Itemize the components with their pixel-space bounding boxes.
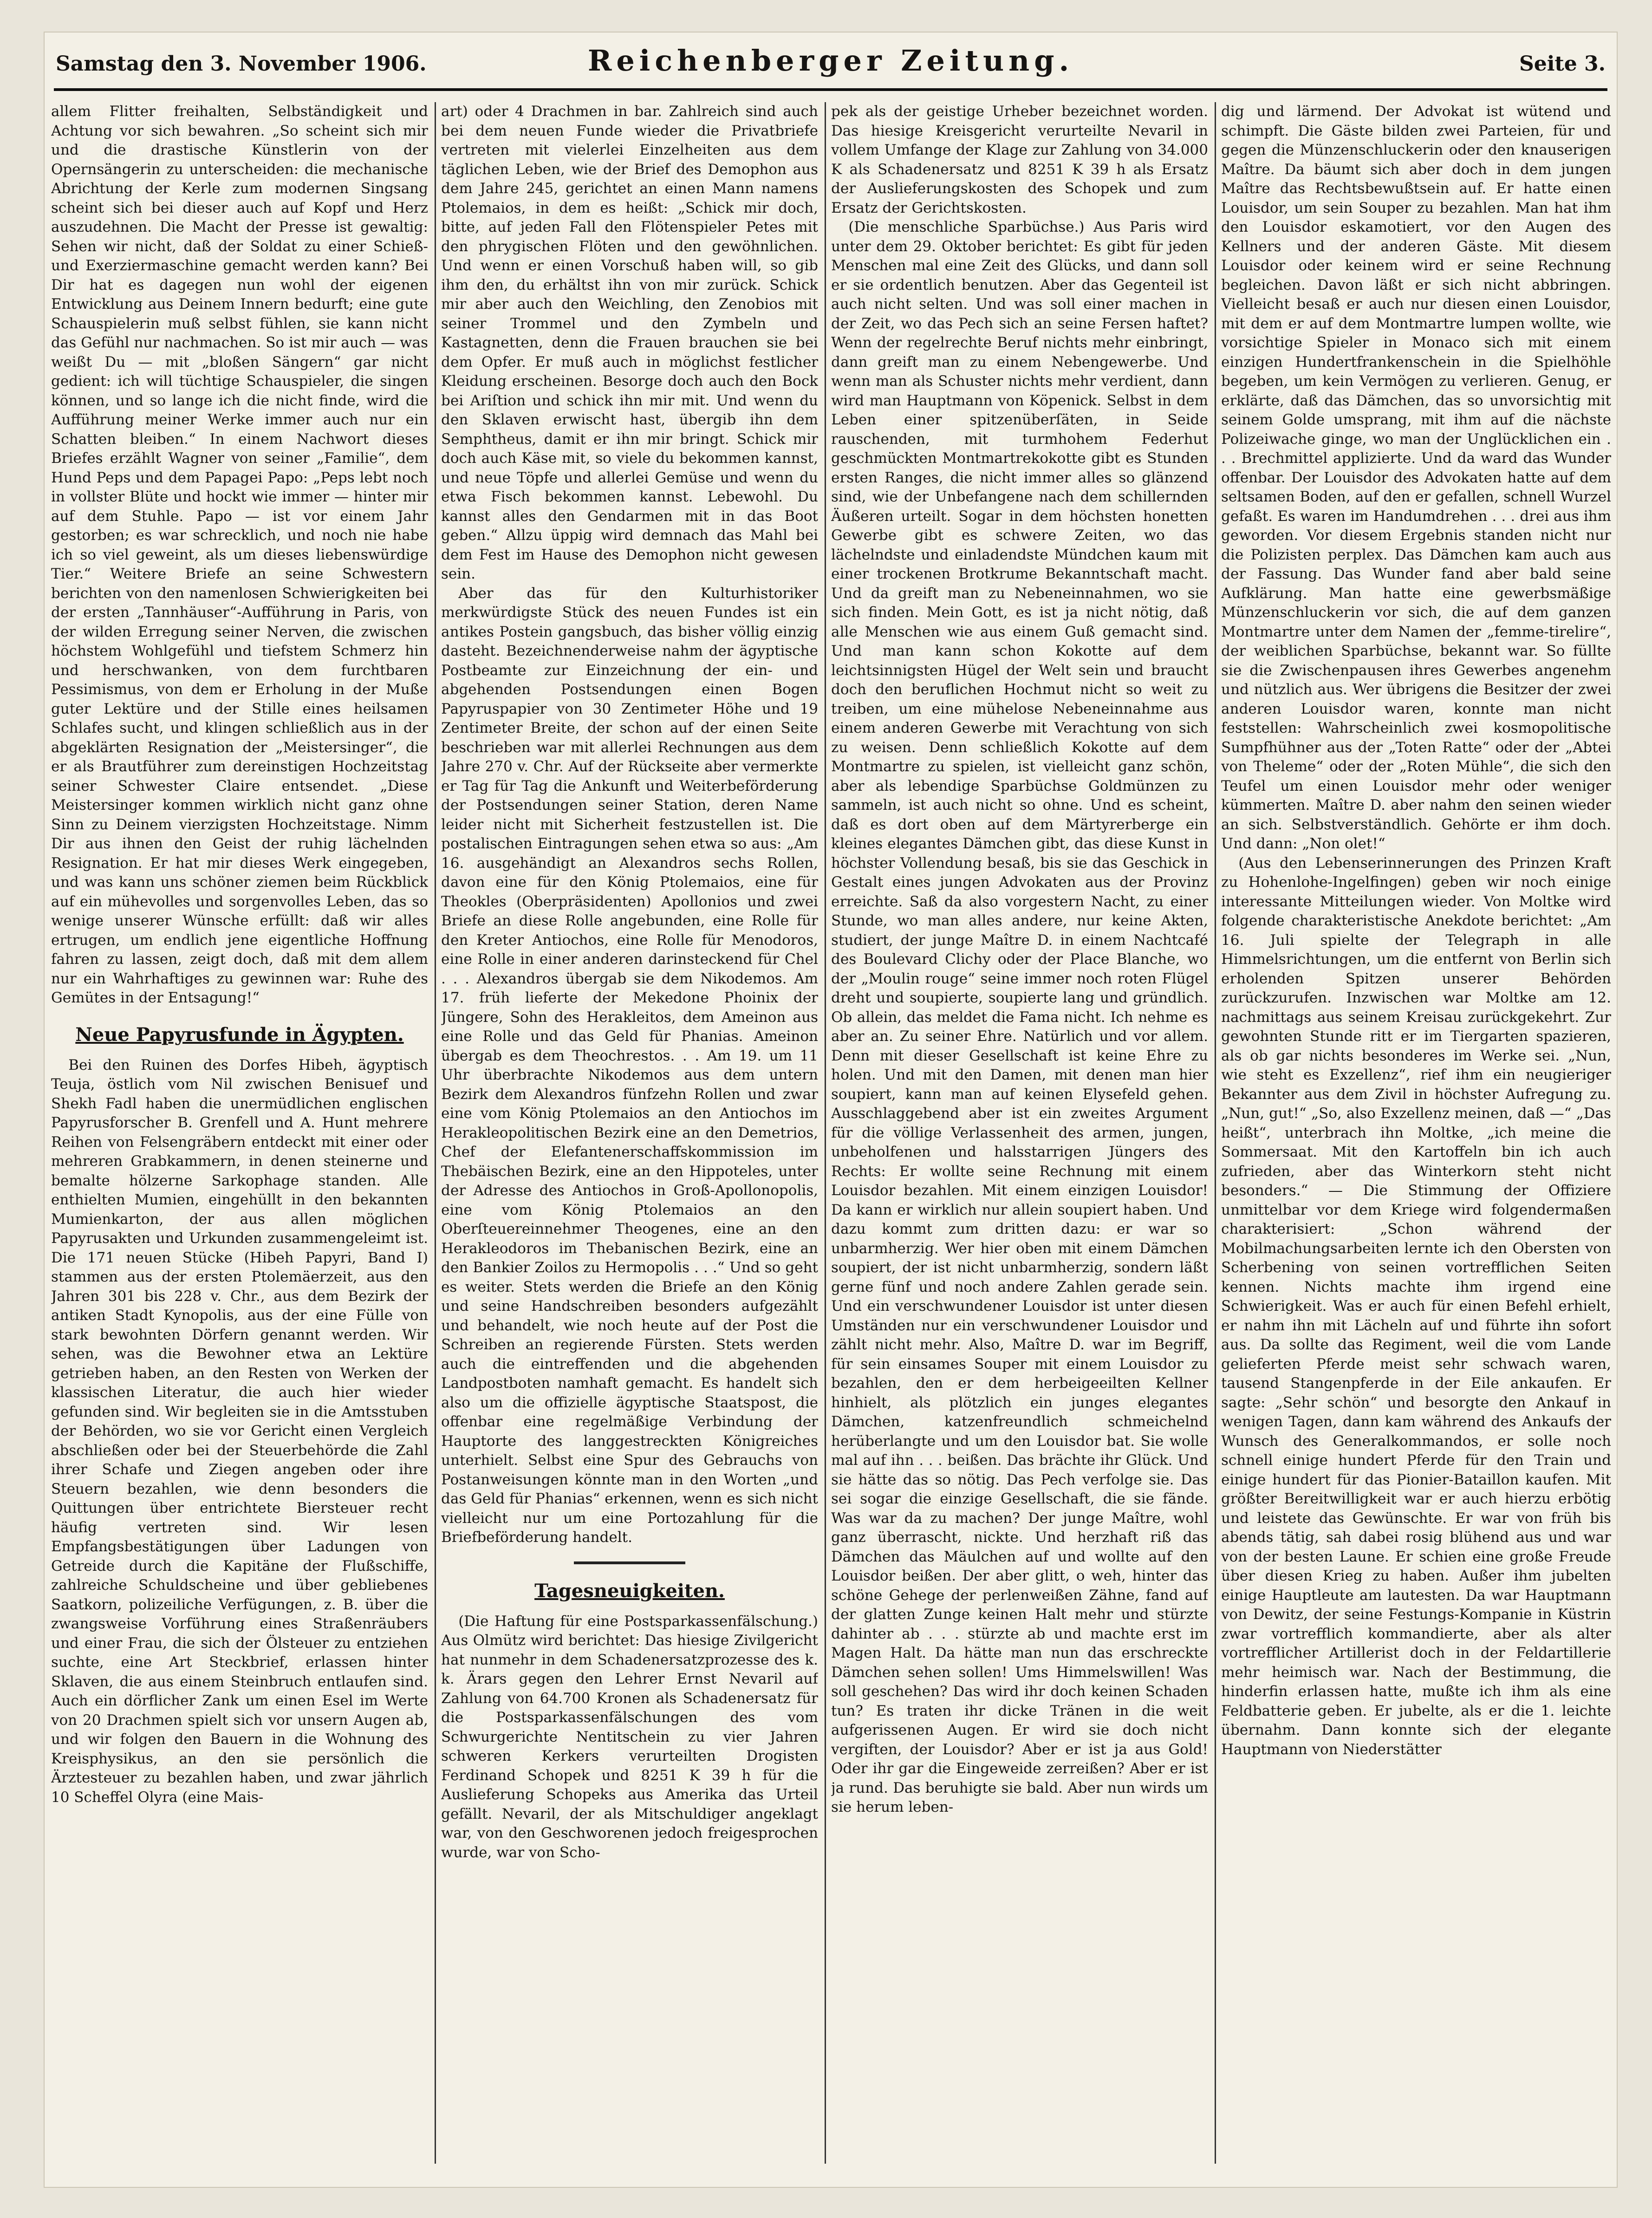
column-divider bbox=[1215, 102, 1216, 2164]
column-divider bbox=[435, 102, 436, 2164]
article-paragraph: art) oder 4 Drachmen in bar. Zahlreich sind auch bei dem neuen Funde wieder die Privatbriefe vertreten mit vielerlei Einzelheiten aus dem täglichen Leben, wie der Brief des Demophon aus dem Jahre 245, gerichtet an einen Mann namens Ptolemaios, in dem es heißt: „Schick mir doch, bitte, auf jeden Fall den Flötenspieler Petes mit den phrygischen Flöten und den gewöhnlichen. Und wenn er einen Vorschuß haben will, so gib ihm den, du erhältst ihn von mir zurück. Schick mir aber auch den Weichling, den Zenobios mit seiner Trommel und den Zymbeln und Kastagnetten, denn die Frauen brauchen sie bei dem Opfer. Er muß auch in möglichst festlicher Kleidung erscheinen. Besorge doch auch den Bock bei Ariſtion und schick ihn mir mit. Und wenn du den Sklaven erwischt hast, übergib ihn dem Semphtheus, damit er ihn mir bringt. Schick mir doch auch Käse mit, so viele du bekommen kannst, und neue Töpfe und allerlei Gemüse und wenn du etwa Fisch bekommen kannst. Lebewohl. Du kannst alles den Gendarmen mit in das Boot geben.“ Allzu üppig wird demnach das Mahl bei dem Fest im Hause des Demophon nicht gewesen sein. bbox=[441, 103, 818, 582]
column-2 bbox=[441, 102, 818, 2164]
newspaper-page bbox=[45, 33, 1617, 2187]
column-4 bbox=[1221, 102, 1611, 2164]
page-number: Seite 3. bbox=[1519, 52, 1606, 76]
section-heading: Neue Papyrusfunde in Ägypten. bbox=[75, 1023, 404, 1046]
header-date: Samstag den 3. November 1906. bbox=[56, 52, 427, 76]
page-header bbox=[45, 44, 1617, 85]
article-paragraph: pek als der geistige Urheber bezeichnet worden. Das hiesige Kreisgericht verurteilte Nevaril in vollem Umfange der Klage zur Zahlung von 34.000 K als Schadenersatz und 8251 K 39 h als Ersatz der Auslieferungskosten des Schopek und zum Ersatz der Gerichtskosten. bbox=[831, 103, 1208, 216]
newspaper-title: Reichenberger Zeitung. bbox=[587, 44, 1074, 78]
column-3 bbox=[831, 102, 1208, 2164]
article-paragraph: (Die menschliche Sparbüchse.) Aus Paris wird unter dem 29. Oktober berichtet: Es gibt für jeden Menschen mal eine Zeit des Glücks, und dann soll er sie ordentlich benutzen. Aber das Gegenteil ist auch nicht selten. Und was soll einer machen in der Zeit, wo das Pech sich an seine Fersen haftet? Wenn der regelrechte Beruf nichts mehr einbringt, dann greift man zu einem Nebengewerbe. Und wenn man als Schuster nichts mehr verdient, dann wird man Hauptmann von Köpenick. Selbst in dem Leben einer spitzenüberſäten, in Seide rauschenden, mit turmhohem Federhut geschmückten Montmartrekokotte gibt es Stunden ersten Ranges, die nicht immer alles so glänzend sind, wie der Unbefangene nach dem schillernden Äußeren urteilt. Sogar in dem höchsten honetten Gewerbe gibt es schwere Zeiten, wo das lächelndste und einladendste Mündchen kaum mit einer trockenen Brotkrume Bekanntschaft macht. Und da greift man zu Nebeneinnahmen, wo sie sich finden. Mein Gott, es ist ja nicht nötig, daß alle Menschen wie aus einem Guß gemacht sind. Und man kann schon Kokotte auf dem leichtsinnigsten Hügel der Welt sein und braucht doch den beruflichen Hochmut nicht so weit zu treiben, um eine mühelose Nebeneinnahme aus einem anderen Gewerbe mit Verachtung von sich zu weisen. Denn schließlich Kokotte auf dem Montmartre zu spielen, ist vielleicht ganz schön, aber als lebendige Sparbüchse Goldmünzen zu sammeln, ist auch nicht so ohne. Und es scheint, daß es dort oben auf dem Märtyrerberge ein kleines elegantes Dämchen gibt, das diese Kunst in höchster Vollendung besaß, bis sie das Geschick in Gestalt eines jungen Advokaten aus der Provinz erreichte. Saß da also vorgestern Nacht, zu einer Stunde, wo man alles andere, nur keine Akten, studiert, der junge Maître D. in einem Nachtcafé des Boulevard Clichy oder der Place Blanche, wo der „Moulin rouge“ seine immer noch roten Flügel dreht und soupierte, soupierte lang und gründlich. Ob allein, das meldet die Fama nicht. Ich nehme es aber an. Zu seiner Ehre. Natürlich und vor allem. Denn mit dieser Gesellschaft ist keine Ehre zu holen. Und mit den Damen, mit denen man hier soupiert, kann man auf keinen Elysefeld gehen. Ausschlaggebend aber ist ein zweites Argument für die völlige Verlassenheit des armen, jungen, unbeholfenen und halsstarrigen Jüngers des Rechts: Er wollte seine Rechnung mit einem Louisdor bezahlen. Mit einem einzigen Louisdor! Da kann er wirklich nur allein soupiert haben. Und dazu kommt zum dritten dazu: er war so unbarmherzig. Wer hier oben mit einem Dämchen soupiert, der ist nicht unbarmherzig, sondern läßt gerne fünf und noch andere Zahlen gerade sein. Und ein verschwundener Louisdor ist unter diesen Umständen nur ein verschwundener Louisdor und zählt nicht mehr. Also, Maître D. war im Begriff, für sein einsames Souper mit einem Louisdor zu bezahlen, den er dem herbeigeeilten Kellner hinhielt, als plötzlich ein junges elegantes Dämchen, katzenfreundlich schmeichelnd herüberlangte und um den Louisdor bat. Sie wolle mal auf ihn . . . beißen. Das brächte ihr Glück. Und sie hätte das so nötig. Das Pech verfolge sie. Das sei sogar die einzige Gesellschaft, die sie fände. Was war da zu machen? Der junge Maître, wohl ganz überrascht, nickte. Und herzhaft riß das Dämchen das Mäulchen auf und wollte auf den Louisdor beißen. Der aber glitt, o weh, hinter das schöne Gehege der perlenweißen Zähne, fand auf der glatten Zunge keinen Halt mehr und stürzte dahinter ab . . . stürzte ab und machte erst im Magen Halt. Da hätte man nun das erschreckte Dämchen sehen sollen! Ums Himmelswillen! Was soll geschehen? Das wird ihr doch keinen Schaden tun? Es traten ihr dicke Tränen in die weit aufgerissenen Augen. Er wird sie doch nicht vergiften, der Louisdor? Aber er ist ja aus Gold! Oder ihr gar die Eingeweide zerreißen? Aber er ist ja rund. Das beruhigte sie bald. Aber nun wirds um sie herum leben- bbox=[831, 219, 1208, 1815]
article-paragraph: Bei den Ruinen des Dorfes Hibeh, ägyptisch Teuja, östlich vom Nil zwischen Benisuef und Shekh Fadl haben die unermüdlichen englischen Papyrusforscher B. Grenfell und A. Hunt mehrere Reihen von Felsengräbern entdeckt mit einer oder mehreren Grabkammern, in denen steinerne und bemalte hölzerne Sarkophage standen. Alle enthielten Mumien, eingehüllt in den bekannten Mumienkarton, der aus allen möglichen Papyrusakten und Urkunden zusammengeleimt ist. Die 171 neuen Stücke (Hibeh Papyri, Band I) stammen aus der ersten Ptolemäerzeit, aus den Jahren 301 bis 228 v. Chr., aus dem Bezirk der antiken Stadt Kynopolis, aus der eine Fülle von stark bewohnten Dörfern genannt werden. Wir sehen, was die Bewohner etwa an Lektüre getrieben haben, an den Resten von Werken der klassischen Literatur, die auch hier wieder gefunden sind. Wir begleiten sie in die Amtsstuben der Behörden, wo sie vor Gericht einen Vergleich abschließen oder bei der Steuerbehörde die Zahl ihrer Schafe und Ziegen angeben oder ihre Steuern bezahlen, wie denn besonders die Quittungen über entrichtete Biersteuer recht häufig vertreten sind. Wir lesen Empfangsbestätigungen über Ladungen von Getreide durch die Kapitäne der Flußschiffe, zahlreiche Schuldscheine und über gebliebenes Saatkorn, polizeiliche Verfügungen, z. B. über die zwangsweise Vorführung eines Straßenräubers und einer Frau, die sich der Ölsteuer zu entziehen suchte, eine Art Steckbrief, erlassen hinter Sklaven, die aus einem Steinbruch entlaufen sind. Auch ein dörflicher Zank um einen Esel im Werte von 20 Drachmen spielt sich vor unsern Augen ab, und wir folgen den Bauern in die Wohnung des Kreisphysikus, an den sie persönlich die Ärztesteuer zu bezahlen haben, und zwar jährlich 10 Scheffel Olyra (eine Mais- bbox=[51, 1056, 428, 1806]
article-paragraph: allem Flitter freihalten, Selbständigkeit und Achtung vor sich bewahren. „So scheint sich mir und die drastische Künstlerin von der Opernsängerin zu unterscheiden: die mechanische Abrichtung der Kerle zum modernen Singsang scheint sich bei dieser auch auf Kopf und Herz auszudehnen. Die Macht der Presse ist gewaltig: Sehen wir nicht, daß der Soldat zu einer Schieß- und Exerziermaschine gemacht werden kann? Bei Dir hat es dagegen nun wohl der eigenen Entwicklung aus Deinem Innern bedurft; eine gute Schauspielerin muß selbst fühlen, sie kann nicht das Gefühl nur nachmachen. So ist mir auch — was weißt Du — mit „bloßen Sängern“ gar nicht gedient: ich will tüchtige Schauspieler, die singen können, und so lange ich die nicht finde, wird die Aufführung meiner Werke immer auch nur ein Schatten bleiben.“ In einem Nachwort dieses Briefes erzählt Wagner von seiner „Familie“, dem Hund Peps und dem Papagei Papo: „Peps lebt noch in vollster Blüte und hockt wie immer — hinter mir auf dem Stuhle. Papo — ist vor einem Jahr gestorben; es war schrecklich, und noch nie habe ich so viel geweint, als um dieses liebenswürdige Tier.“ Weitere Briefe an seine Schwestern berichten von den namenlosen Schwierigkeiten bei der ersten „Tannhäuser“-Aufführung in Paris, von der wilden Erregung seiner Nerven, die zwischen höchstem Wohlgefühl und tiefstem Schmerz hin und herschwanken, von dem furchtbaren Pessimismus, von dem er Erholung in der Muße guter Lektüre und der Stille eines heilsamen Schlafes sucht, und klingen schließlich aus in der abgeklärten Resignation der „Meistersinger“, die er als Brautführer zum dereinstigen Hochzeitstag seiner Schwester Claire entsendet. „Diese Meistersinger kommen wirklich nicht ganz ohne Sinn zu Deinem vierzigsten Hochzeitstage. Nimm Dir aus ihnen den Geist der ruhig lächelnden Resignation. Er hat mir dieses Werk eingegeben, und was kann uns schöner ziemen beim Rückblick auf ein mühevolles und sorgenvolles Leben, das so wenige unserer Wünsche erfüllt: daß wir alles ertrugen, um endlich jene eigentliche Hoffnung fahren zu lassen, zeigt doch, daß mit dem allem nur ein Wahrhaftiges zu gewinnen war: Ruhe des Gemütes in der Entsagung!“ bbox=[51, 103, 428, 1006]
section-heading: Tagesneuigkeiten. bbox=[534, 1580, 725, 1602]
text-columns bbox=[51, 102, 1611, 2164]
article-paragraph: (Aus den Lebenserinnerungen des Prinzen Kraft zu Hohenlohe-Ingelfingen) geben wir noch einige interessante Mitteilungen wieder. Von Moltke wird folgende charakteristische Anekdote berichtet: „Am 16. Juli spielte der Telegraph in alle Himmelsrichtungen, um die entfernt von Berlin sich erholenden Spitzen unserer Behörden zurückzurufen. Inzwischen war Moltke am 12. nachmittags aus seinem Kreisau zurückgekehrt. Zur gewohnten Stunde ritt er im Tiergarten spazieren, als ob gar nichts besonderes im Werke sei. „Nun, wie steht es Exzellenz“, rief ihm ein neugieriger Bekannter aus dem Zivil in höchster Aufregung zu. „Nun, gut!“ „So, also Exzellenz meinen, daß —“ „Das heißt“, unterbrach ihn Moltke, „ich meine die Sommersaat. Mit den Kartoffeln bin ich auch zufrieden, aber das Winterkorn steht nicht besonders.“ — Die Stimmung der Offiziere unmittelbar vor dem Kriege wird folgendermaßen charakterisiert: „Schon während der Mobilmachungsarbeiten lernte ich den Obersten von Scherbening von seinen vortrefflichen Seiten kennen. Nichts machte ihm irgend eine Schwierigkeit. Was er auch für einen Befehl erhielt, er nahm ihn mit Lächeln auf und führte ihn sofort aus. Da sollte das Regiment, weil die vom Lande gelieferten Pferde meist sehr schwach waren, tausend Stangenpferde in der Eile ankaufen. Er sagte: „Sehr schön“ und besorgte den Ankauf in wenigen Tagen, dann kam während des Ankaufs der Wunsch des Generalkommandos, er solle noch schnell einige hundert Pferde für den Train und einige hundert für das Pionier-Bataillon kaufen. Mit größter Bereitwilligkeit war er auch hierzu erbötig und leistete das Gewünschte. Er war von früh bis abends tätig, sah dabei rosig blühend aus und war von der besten Laune. Er schien eine große Freude über diesen Krieg zu haben. Außer ihm jubelten einige Hauptleute am lautesten. Da war Hauptmann von Dewitz, der seine Festungs-Kompanie in Küstrin zwar vortrefflich kommandierte, aber als alter vortrefflicher Artillerist doch in der Feldartillerie mehr heimisch war. Nach der Bestimmung, die hinderfin erlassen hatte, mußte ich ihm als eine Feldbatterie geben. Er jubelte, als er die 1. leichte übernahm. Dann konnte sich der elegante Hauptmann von Niederstätter bbox=[1221, 854, 1611, 1758]
ornament-rule bbox=[574, 1561, 685, 1564]
article-paragraph: (Die Haftung für eine Postsparkassenfälschung.) Aus Olmütz wird berichtet: Das hiesige Zivilgericht hat nunmehr in dem Schadenersatzprozesse des k. k. Ärars gegen den Lehrer Ernst Nevaril auf Zahlung von 64.700 Kronen als Schadenersatz für die Postsparkassenfälschungen des vom Schwurgerichte Nentitschein zu vier Jahren schweren Kerkers verurteilten Drogisten Ferdinand Schopek und 8251 K 39 h für die Auslieferung Schopeks aus Amerika das Urteil gefällt. Nevaril, der als Mitschuldiger angeklagt war, von den Geschworenen jedoch freigesprochen wurde, war von Scho- bbox=[441, 1613, 818, 1861]
article-paragraph: dig und lärmend. Der Advokat ist wütend und schimpft. Die Gäste bilden zwei Parteien, für und gegen die Münzenschluckerin oder den knauserigen Maître. Da bäumt sich aber doch in dem jungen Maître das Rechtsbewußtsein auf. Er hatte einen Louisdor, um sein Souper zu bezahlen. Man hat ihm den Louisdor eskamotiert, vor den Augen des Kellners und der anderen Gäste. Mit diesem Louisdor oder keinem wird er seine Rechnung begleichen. Davon läßt er sich nicht abbringen. Vielleicht besaß er auch nur diesen einen Louisdor, mit dem er auf dem Montmartre lumpen wollte, wie vorsichtige Spieler in Monaco sich mit einem einzigen Hundertfrankenschein in die Spielhöhle begeben, um kein Vermögen zu verlieren. Genug, er erklärte, daß das Dämchen, das so unvorsichtig mit seinem Golde umsprang, mit ihm auf die nächste Polizeiwache ginge, wo man der Unglücklichen ein . . . Brechmittel applizierte. Und da ward das Wunder offenbar. Der Louisdor des Advokaten hatte auf dem seltsamen Boden, auf den er gefallen, schnell Wurzel gefaßt. Es waren im Handumdrehen . . . drei aus ihm geworden. Vor diesem Ergebnis standen nicht nur die Polizisten perplex. Das Dämchen kam auch aus der Fassung. Das Wunder fand aber bald seine Aufklärung. Man hatte eine gewerbsmäßige Münzenschluckerin vor sich, die auf dem ganzen Montmartre unter dem Namen der „femme-tirelire“, der weiblichen Sparbüchse, bekannt war. So füllte sie die Zwischenpausen ihres Gewerbes angenehm und nützlich aus. Wer übrigens die Besitzer der zwei anderen Louisdor waren, konnte man nicht feststellen: Wahrscheinlich zwei kosmopolitische Sumpfhühner aus der „Toten Ratte“ oder der „Abtei von Theleme“ oder der „Roten Mühle“, die sich den Teufel um einen Louisdor mehr oder weniger kümmerten. Maître D. aber nahm den seinen wieder an sich. Selbstverständlich. Gehörte er ihm doch. Und dann: „Non olet!“ bbox=[1221, 103, 1611, 852]
column-divider bbox=[825, 102, 826, 2164]
header-rule bbox=[54, 88, 1607, 91]
article-paragraph: Aber das für den Kulturhistoriker merkwürdigste Stück des neuen Fundes ist ein antikes Postein gangsbuch, das bisher völlig einzig dasteht. Bezeichnenderweise nahm der ägyptische Postbeamte zur Einzeichnung der ein- und abgehenden Postsendungen einen Bogen Papyruspapier von 30 Zentimeter Höhe und 19 Zentimeter Breite, der schon auf der einen Seite beschrieben war mit allerlei Rechnungen aus dem Jahre 270 v. Chr. Auf der Rückseite aber vermerkte er Tag für Tag die Ankunft und Weiterbeförderung der Postsendungen seiner Station, deren Name leider nicht mit Sicherheit festzustellen ist. Die postalischen Eintragungen sehen etwa so aus: „Am 16. ausgehändigt an Alexandros sechs Rollen, davon eine für den König Ptolemaios, eine für Theokles (Oberpräsidenten) Apollonios und zwei Briefe an diese Rolle angebunden, eine Rolle für den Kreter Antiochos, eine Rolle für Menodoros, eine Rolle in einer anderen darinsteckend für Chel . . . Alexandros übergab sie dem Nikodemos. Am 17. früh lieferte der Mekedone Phoinix der Jüngere, Sohn des Herakleitos, dem Ameinon aus eine Rolle und das Geld für Phanias. Ameinon übergab es dem Theochrestos. . . Am 19. um 11 Uhr überbrachte Nikodemos aus dem untern Bezirk dem Alexandros fünfzehn Rollen und zwar eine vom König Ptolemaios an den Antiochos im Herakleopolitischen Bezirk eine an den Demetrios, Chef der Elefantenerschaffskommission im Thebäischen Bezirk, eine an den Hippoteles, unter der Adresse des Antiochos in Groß-Apollonopolis, eine vom König Ptolemaios an den Oberſteuereinnehmer Theogenes, eine an den Herakleodoros im Thebanischen Bezirk, eine an den Bankier Zoilos zu Hermopolis . . .“ Und so geht es weiter. Stets werden die Briefe an den König und seine Handschreiben besonders aufgezählt und behandelt, wie noch heute auf der Post die Schreiben an regierende Fürsten. Stets werden auch die eintreffenden und die abgehenden Landpostboten namhaft gemacht. Es handelt sich also um die offizielle ägyptische Staatspost, die offenbar eine regelmäßige Verbindung der Hauptorte des langgestreckten Königreiches unterhielt. Selbst eine Spur des Gebrauchs von Postanweisungen könnte man in den Worten „und das Geld für Phanias“ erkennen, wenn es sich nicht vielleicht nur um eine Portozahlung für die Briefbeförderung handelt. bbox=[441, 585, 818, 1546]
column-1 bbox=[51, 102, 428, 2164]
